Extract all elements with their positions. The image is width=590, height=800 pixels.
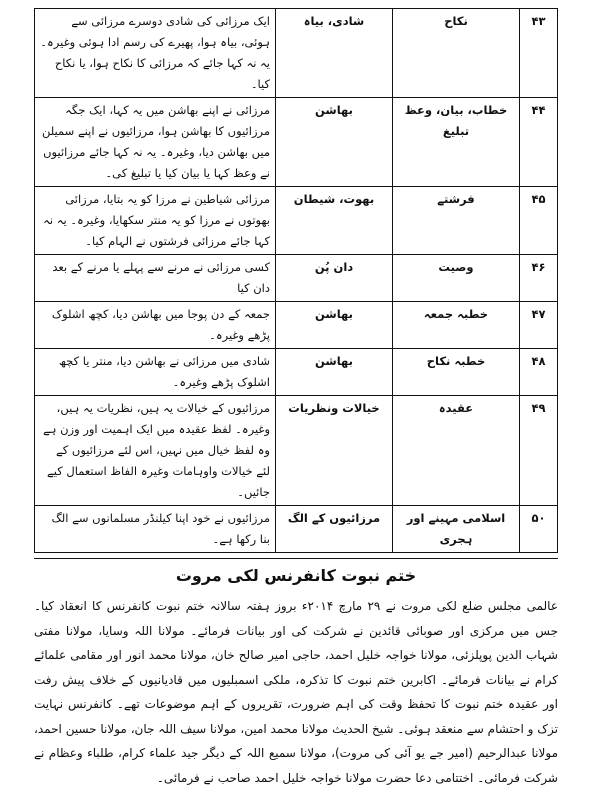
table-row	[35, 187, 558, 255]
islamic-term: نکاح	[393, 9, 520, 98]
row-number: ۴۷	[520, 302, 558, 349]
terms-table	[34, 8, 558, 553]
table-row	[35, 302, 558, 349]
table-row	[35, 255, 558, 302]
usage-description: مرزائیوں کے خیالات یہ ہیں، نظریات یہ ہیں، وغیرہ۔ لفظ عقیدہ میں ایک اہمیت اور وزن ہے وہ لفظ خیال میں نہیں، اس لئے مرزائیوں کے لئے خیالات واوہامات وغیرہ الفاظ استعمال کیے جائیں۔	[35, 396, 276, 506]
usage-description: کسی مرزائی نے مرنے سے پہلے یا مرنے کے بعد دان کیا	[35, 255, 276, 302]
article-body: عالمی مجلس ضلع لکی مروت نے ۲۹ مارچ ۲۰۱۴ء بروز ہفتہ سالانہ ختم نبوت کانفرنس کا انعقاد کیا۔ جس میں مرکزی اور صوبائی قائدین نے شرکت کی اور بیانات فرمائے۔ مولانا اللہ وسایا، مولانا مفتی شہاب الدین پوپلزئی، مولانا خواجہ خلیل احمد، حاجی امیر صالح خان، مولانا محمد انور اور مقامی علمائے کرام نے بیانات فرمائے۔ اکابرین ختم نبوت کا تذکرہ، ملکی اسمبلیوں میں قادیانیوں کے خلاف پیش رفت اور عقیدہ ختم نبوت کا تحفظ وقت کی اہم ضرورت، تقریروں کے اہم موضوعات تھے۔ کانفرنس نہایت تزک و احتشام سے منعقد ہوئی۔ شیخ الحدیث مولانا محمد امین، مولانا سیف اللہ جان، مولانا حسین احمد، مولانا عبدالرحیم (امیر جے یو آئی کی مروت)، مولانا سمیع اللہ کے دیگر جید علماء کرام، طلباء وعظام نے شرکت فرمائی۔ اختتامی دعا حضرت مولانا خواجہ خلیل احمد صاحب نے فرمائی۔	[34, 599, 558, 785]
row-number: ۴۳	[520, 9, 558, 98]
terms-table-body	[35, 9, 558, 553]
table-row	[35, 396, 558, 506]
usage-description: ایک مرزائی کی شادی دوسرے مرزائی سے ہوئی، بیاہ ہوا، پھیرے کی رسم ادا ہوئی وغیرہ۔ یہ نہ کہا جائے کہ مرزائی کا نکاح ہوا، یا نکاح کیا۔	[35, 9, 276, 98]
usage-description: مرزائیوں نے خود اپنا کیلنڈر مسلمانوں سے الگ بنا رکھا ہے۔	[35, 506, 276, 553]
article-title: ختم نبوت کانفرنس لکی مروت	[175, 566, 417, 585]
row-number: ۴۵	[520, 187, 558, 255]
islamic-term: وصیت	[393, 255, 520, 302]
usage-description: جمعہ کے دن پوجا میں بھاشن دیا، کچھ اشلوک پڑھے وغیرہ۔	[35, 302, 276, 349]
islamic-term: خطبہ جمعہ	[393, 302, 520, 349]
qadiani-term: بھوت، شیطان	[276, 187, 393, 255]
row-number: ۴۶	[520, 255, 558, 302]
usage-description: مرزائی شیاطین نے مرزا کو یہ بتایا، مرزائی بھوتوں نے مرزا کو یہ منتر سکھایا، وغیرہ۔ یہ نہ کہا جائے مرزائی فرشتوں نے الہام کیا۔	[35, 187, 276, 255]
qadiani-term: بھاشن	[276, 302, 393, 349]
islamic-term: فرشتے	[393, 187, 520, 255]
row-number: ۴۸	[520, 349, 558, 396]
islamic-term: خطاب، بیان، وعظ تبلیغ	[393, 98, 520, 187]
qadiani-term: شادی، بیاہ	[276, 9, 393, 98]
qadiani-term: دان پُن	[276, 255, 393, 302]
usage-description: شادی میں مرزائی نے بھاشن دیا، منتر یا کچھ اشلوک پڑھے وغیرہ۔	[35, 349, 276, 396]
islamic-term: اسلامی مہینے اور ہجری	[393, 506, 520, 553]
news-article	[34, 564, 558, 790]
islamic-term: عقیدہ	[393, 396, 520, 506]
qadiani-term: مرزائیوں کے الگ	[276, 506, 393, 553]
table-row	[35, 9, 558, 98]
qadiani-term: بھاشن	[276, 349, 393, 396]
row-number: ۵۰	[520, 506, 558, 553]
islamic-term: خطبہ نکاح	[393, 349, 520, 396]
usage-description: مرزائی نے اپنے بھاشن میں یہ کہا، ایک جگہ مرزائیوں کا بھاشن ہوا، مرزائیوں نے اپنے سمیلن میں بھاشن دیا، وغیرہ۔ یہ نہ کہا جائے مرزائیوں نے وعظ کہا یا بیان کیا یا تبلیغ کی۔	[35, 98, 276, 187]
table-row	[35, 349, 558, 396]
table-row	[35, 506, 558, 553]
row-number: ۴۹	[520, 396, 558, 506]
table-row	[35, 98, 558, 187]
row-number: ۴۴	[520, 98, 558, 187]
qadiani-term: خیالات ونظریات	[276, 396, 393, 506]
section-divider-top	[34, 558, 558, 559]
qadiani-term: بھاشن	[276, 98, 393, 187]
